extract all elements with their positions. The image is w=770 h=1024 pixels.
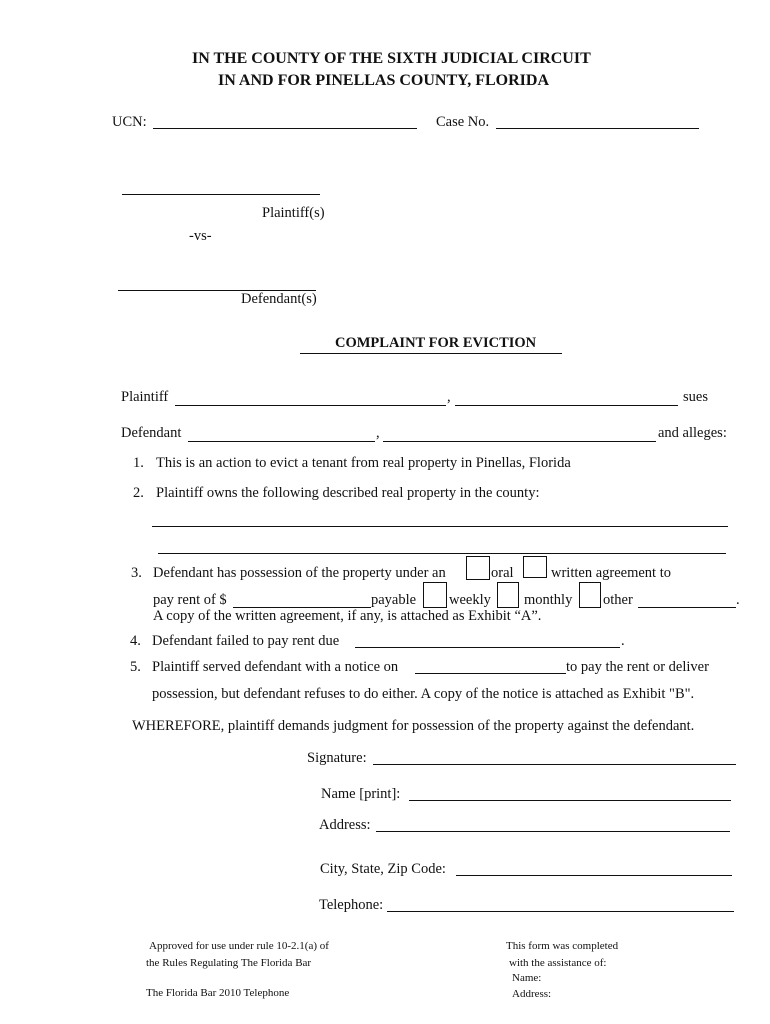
telephone-field[interactable] [387,897,734,912]
completed-text-line-2: with the assistance of: [509,957,607,969]
defendant-caption-label: Defendant(s) [241,291,317,307]
plaintiff-field-1[interactable] [175,391,446,406]
defendant-label: Defendant [121,425,182,441]
versus-label: -vs- [189,228,212,244]
other-period: . [736,592,740,608]
exhibit-a-text: A copy of the written agreement, if any, is attached as Exhibit “A”. [153,608,542,624]
ucn-field[interactable] [153,114,417,129]
defendant-comma: , [376,425,380,441]
oral-agreement-label: oral [491,565,514,581]
defendant-name-field[interactable] [118,276,316,291]
item-5-text: Plaintiff served defendant with a notice on [152,659,399,675]
assistant-address-label: Address: [512,988,552,1000]
written-agreement-label: written agreement to [551,565,671,581]
notice-date-field[interactable] [415,659,566,674]
item-1-text: This is an action to evict a tenant from real property in Pinellas, Florida [156,455,571,471]
other-label: other [603,592,633,608]
plaintiff-comma: , [447,389,451,405]
plaintiff-field-2[interactable] [455,391,678,406]
item-2-text: Plaintiff owns the following described real property in the county: [156,485,540,501]
name-print-label: Name [print]: [321,786,401,802]
payable-label: payable [371,592,417,608]
wherefore-clause: WHEREFORE, plaintiff demands judgment for possession of the property against the defendant. [132,718,695,734]
complaint-title-underline [300,339,562,354]
rent-due-field[interactable] [355,633,620,648]
other-checkbox[interactable] [579,582,601,608]
completed-text-line-1: This form was completed [506,940,619,952]
and-alleges-label: and alleges: [658,425,727,441]
ucn-label: UCN: [112,114,147,130]
case-no-label: Case No. [436,114,490,130]
complaint-title: COMPLAINT FOR EVICTION [335,335,537,351]
item-4-number: 4. [130,633,141,649]
signature-field[interactable] [373,750,736,765]
item-5-continuation: possession, but defendant refuses to do either. A copy of the notice is attached as Exhibit "B". [152,686,695,702]
weekly-checkbox[interactable] [423,582,447,608]
address-label: Address: [319,817,371,833]
name-print-field[interactable] [409,786,731,801]
court-heading-line-2: IN AND FOR PINELLAS COUNTY, FLORIDA [218,72,550,89]
telephone-label: Telephone: [319,897,384,913]
approved-text-line-1: Approved for use under rule 10-2.1(a) of [149,940,329,952]
plaintiff-caption-label: Plaintiff(s) [262,205,325,221]
weekly-label: weekly [449,592,491,608]
item-3-number: 3. [131,565,142,581]
property-description-line-2[interactable] [158,539,726,554]
city-state-zip-label: City, State, Zip Code: [320,861,446,877]
item-4-text: Defendant failed to pay rent due [152,633,340,649]
item-5-text-2: to pay the rent or deliver [566,659,709,675]
monthly-checkbox[interactable] [497,582,519,608]
court-heading-line-1: IN THE COUNTY OF THE SIXTH JUDICIAL CIRCUIT [192,50,591,67]
assistant-name-label: Name: [512,972,542,984]
address-field[interactable] [376,817,730,832]
monthly-label: monthly [524,592,573,608]
item-3-text: Defendant has possession of the property under an [153,565,446,581]
defendant-field-1[interactable] [188,427,375,442]
item-2-number: 2. [133,485,144,501]
pay-rent-label: pay rent of $ [153,592,227,608]
sues-label: sues [683,389,708,405]
item-5-number: 5. [130,659,141,675]
approved-text-line-2: the Rules Regulating The Florida Bar [146,957,312,969]
other-frequency-field[interactable] [638,593,736,608]
defendant-field-2[interactable] [383,427,656,442]
written-agreement-checkbox[interactable] [523,556,547,578]
property-description-line-1[interactable] [152,512,728,527]
oral-agreement-checkbox[interactable] [466,556,490,580]
florida-bar-telephone: The Florida Bar 2010 Telephone [146,987,290,999]
case-no-field[interactable] [496,114,699,129]
signature-label: Signature: [307,750,367,766]
city-state-zip-field[interactable] [456,861,732,876]
plaintiff-name-field[interactable] [122,180,320,195]
item-4-period: . [621,633,625,649]
plaintiff-label: Plaintiff [121,389,169,405]
rent-amount-field[interactable] [233,593,371,608]
item-1-number: 1. [133,455,144,471]
